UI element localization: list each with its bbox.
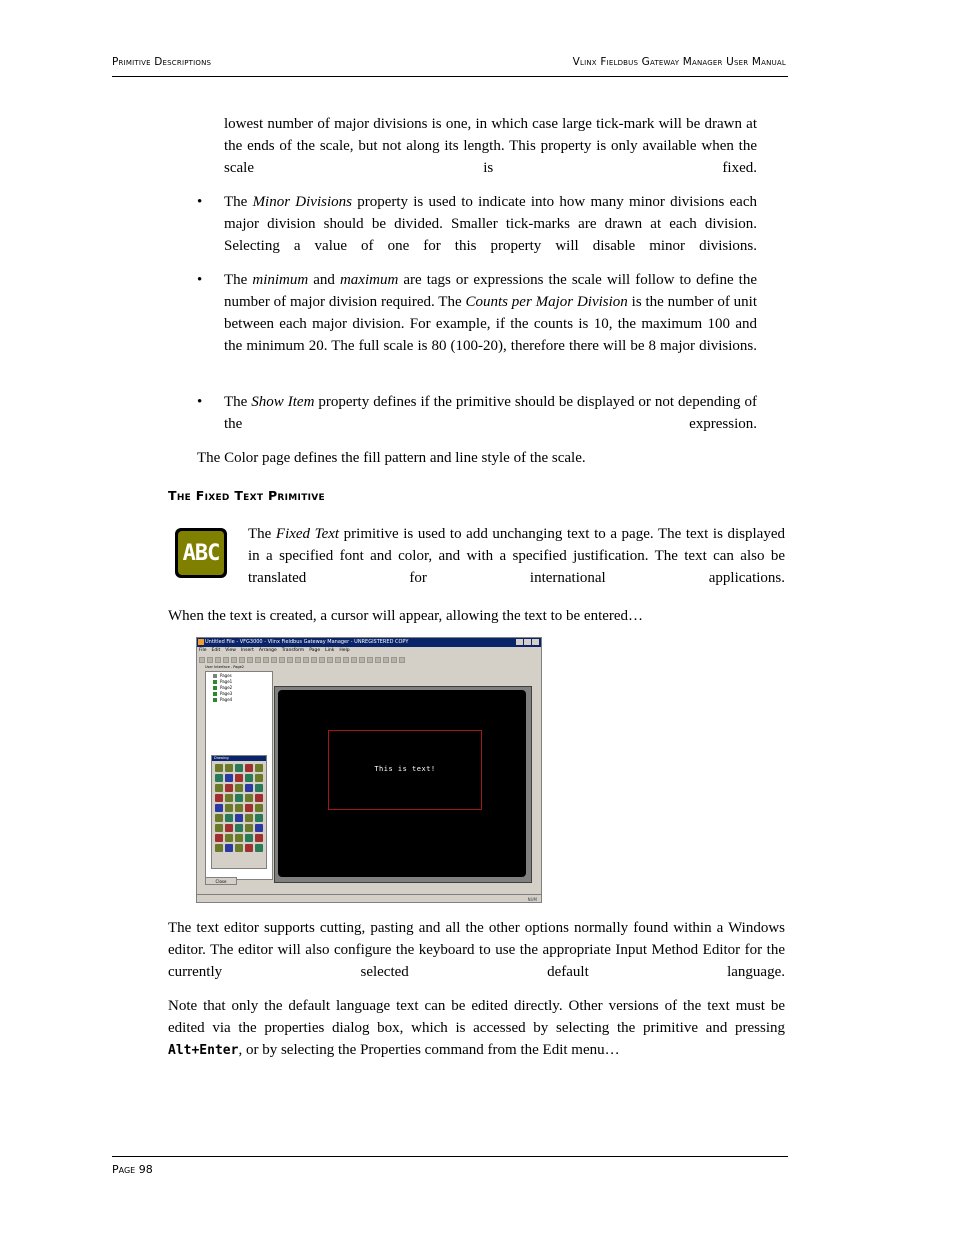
screenshot-toolbar <box>199 655 539 664</box>
bullet-dot: • <box>197 272 203 288</box>
application-screenshot <box>196 637 542 903</box>
screenshot-subtitle: User Interface - Page2 <box>205 665 244 669</box>
page-number: Page 98 <box>112 1163 153 1176</box>
color-page-paragraph: The Color page defines the fill pattern and line style of the scale. <box>197 450 586 466</box>
bullet-minor-divisions: The Minor Divisions property is used to indicate into how many minor divisions each major division should be divided. Smaller tick-marks are drawn at each division. Selecting a value of one for this property will disable minor divisions. <box>224 194 757 254</box>
bullet-show-item: The Show Item property defines if the primitive should be displayed or not depending of the expression. <box>224 394 757 432</box>
bullet-min-max: The minimum and maximum are tags or expressions the scale will follow to define the number of major division required. The Counts per Major Division is the number of unit between each major division. For example, if the counts is 10, the maximum 100 and the minimum 20. The full scale is 80 (100-20), therefore there will be 8 major divisions. <box>224 272 757 354</box>
running-header-left: Primitive Descriptions <box>112 56 212 68</box>
fixed-text-paragraph: The Fixed Text primitive is used to add unchanging text to a page. The text is displayed in a specified font and color, and with a specified justification. The text can also be translated for international applications. <box>248 526 785 586</box>
bullet-dot: • <box>197 394 203 410</box>
section-heading: The Fixed Text Primitive <box>168 488 326 503</box>
window-buttons <box>516 639 539 645</box>
continuation-paragraph: lowest number of major divisions is one, in which case large tick-mark will be drawn at the ends of the scale, but not along its length. This property is only available when the scale is fixed. <box>224 116 757 176</box>
cursor-paragraph: When the text is created, a cursor will appear, allowing the text to be entered… <box>168 608 644 624</box>
editor-paragraph: The text editor supports cutting, pasting and all the other options normally found within a Windows editor. The editor will also configure the keyboard to use the appropriate Input Method Editor for the currently selected default language. <box>168 920 785 980</box>
key-combo: Alt+Enter <box>168 1043 239 1058</box>
screenshot-menubar: File Edit View Insert Arrange Transform Page Link Help <box>199 648 350 653</box>
bullet-dot: • <box>197 194 203 210</box>
page-tree-panel: Pages Page1 Page2 Page3 Page4 <box>205 671 273 880</box>
app-icon <box>198 639 204 645</box>
screenshot-statusbar: NUM <box>197 894 541 903</box>
header-rule <box>112 76 788 77</box>
running-header-right: Vlinx Fieldbus Gateway Manager User Manual <box>572 56 786 68</box>
close-button: Close <box>205 877 237 885</box>
note-paragraph: Note that only the default language text can be edited directly. Other versions of the text must be edited via the properties dialog box, which is accessed by selecting the primitive and pressing Alt+Enter, or by selecting the Properties command from the Edit menu… <box>168 998 785 1058</box>
drawing-toolbox: Drawing <box>211 755 267 869</box>
footer-rule <box>112 1156 788 1157</box>
fixed-text-icon: ABC <box>175 528 227 578</box>
text-primitive-content: This is text! <box>374 765 436 773</box>
screenshot-titlebar: Untitled File - VFG3000 - Vlinx Fieldbus Gateway Manager - UNREGISTERED COPY <box>197 638 541 647</box>
